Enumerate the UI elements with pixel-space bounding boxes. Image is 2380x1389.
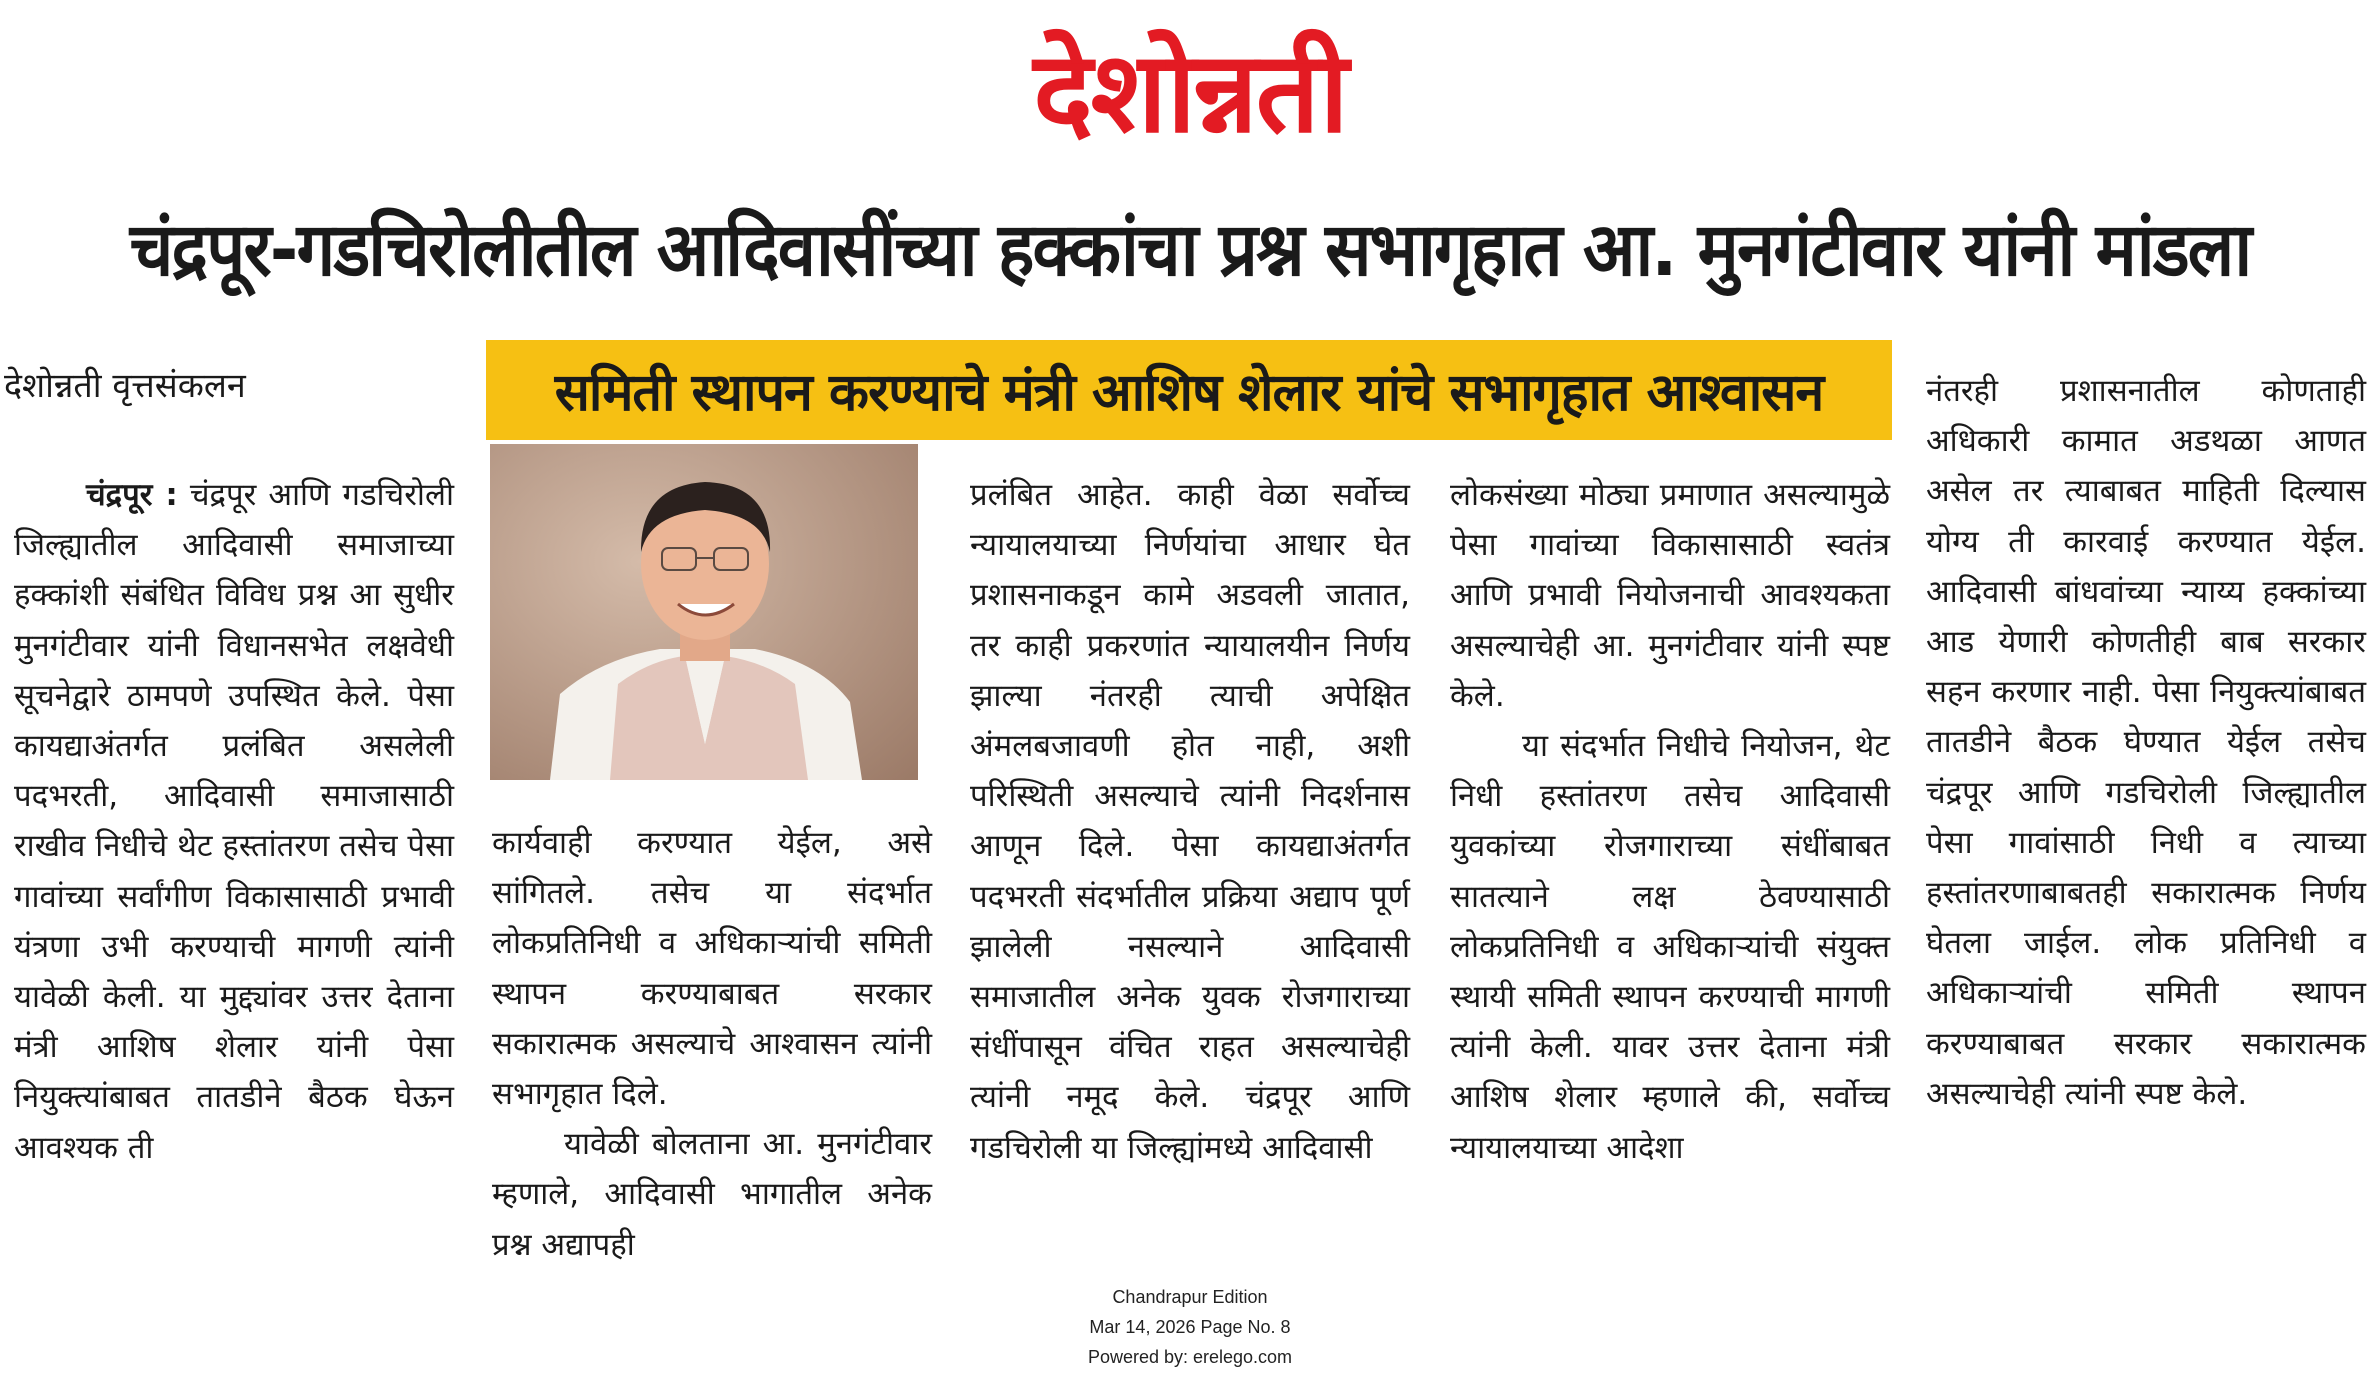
dateline: चंद्रपूर :: [86, 477, 178, 513]
politician-photo: [490, 444, 918, 780]
column-5-text: नंतरही प्रशासनातील कोणताही अधिकारी कामात अडथळा आणत असेल तर त्याबाबत माहिती दिल्यास योग्य ती कारवाई करण्यात येईल. आदिवासी बांधवांच्या न्याय्य हक्कांच्या आड येणारी कोणतीही बाब सरकार सहन करणार नाही. पेसा नियुक्त्यांबाबत तातडीने बैठक घेण्यात येईल तसेच चंद्रपूर आणि गडचिरोली जिल्ह्यातील पेसा गावांसाठी निधी व त्याच्या हस्तांतरणाबाबतही सकारात्मक निर्णय घेतला जाईल. लोक प्रतिनिधी व अधिकाऱ्यांची समिती स्थापन करण्याबाबत सरकार सकारात्मक असल्याचेही त्यांनी स्पष्ट केले.: [1926, 373, 2366, 1112]
column-2-paragraph-1: कार्यवाही करण्यात येईल, असे सांगितले. तसेच या संदर्भात लोकप्रतिनिधी व अधिकाऱ्यांची समिती स्थापन करण्याबाबत सरकार सकारात्मक असल्याचे आश्वासन त्यांनी सभागृहात दिले.: [492, 825, 932, 1113]
edition-footer: [0, 1282, 2380, 1372]
article-column-1: [14, 470, 454, 1173]
powered-by-link[interactable]: Powered by: erelego.com: [1087, 1347, 1293, 1367]
article-column-5: [1926, 366, 2366, 1119]
article-column-2: [492, 818, 932, 1270]
edition-date-page: Mar 14, 2026 Page No. 8: [1089, 1317, 1291, 1337]
article-headline: चंद्रपूर-गडचिरोलीतील आदिवासींच्या हक्कांचा प्रश्न सभागृहात आ. मुनगंटीवार यांनी मांडला: [129, 207, 2251, 293]
article-subheadline: समिती स्थापन करण्याचे मंत्री आशिष शेलार यांचे सभागृहात आश्वासन: [486, 340, 1892, 440]
article-column-3: [970, 470, 1410, 1173]
column-4-paragraph-1: लोकसंख्या मोठ्या प्रमाणात असल्यामुळे पेसा गावांच्या विकासासाठी स्वतंत्र आणि प्रभावी नियोजनाची आवश्यकता असल्याचेही आ. मुनगंटीवार यांनी स्पष्ट केले.: [1450, 477, 1890, 714]
article-column-4: [1450, 470, 1890, 1173]
news-credit: देशोन्नती वृत्तसंकलन: [4, 366, 246, 406]
column-1-text: चंद्रपूर आणि गडचिरोली जिल्ह्यातील आदिवासी समाजाच्या हक्कांशी संबंधित विविध प्रश्न आ सुधीर मुनगंटीवार यांनी विधानसभेत लक्षवेधी सूचनेद्वारे ठामपणे उपस्थित केले. पेसा कायद्याअंतर्गत प्रलंबित असलेली पदभरती, आदिवासी समाजासाठी राखीव निधीचे थेट हस्तांतरण तसेच पेसा गावांच्या सर्वांगीण विकासासाठी प्रभावी यंत्रणा उभी करण्याची मागणी त्यांनी यावेळी केली. या मुद्द्यांवर उत्तर देताना मंत्री आशिष शेलार यांनी पेसा नियुक्त्यांबाबत तातडीने बैठक घेऊन आवश्यक ती: [14, 477, 454, 1166]
edition-name: Chandrapur Edition: [1112, 1287, 1268, 1307]
column-2-paragraph-2: यावेळी बोलताना आ. मुनगंटीवार म्हणाले, आदिवासी भागातील अनेक प्रश्न अद्यापही: [492, 1126, 932, 1263]
newspaper-masthead: देशोन्नती: [1033, 28, 1347, 158]
column-4-paragraph-2: या संदर्भात निधीचे नियोजन, थेट निधी हस्तांतरण तसेच आदिवासी युवकांच्या रोजगाराच्या संधींबाबत सातत्याने लक्ष ठेवण्यासाठी लोकप्रतिनिधी व अधिकाऱ्यांची संयुक्त स्थायी समिती स्थापन करण्याची मागणी त्यांनी केली. यावर उत्तर देताना मंत्री आशिष शेलार म्हणाले की, सर्वोच्च न्यायालयाच्या आदेशा: [1450, 728, 1890, 1166]
column-3-text: प्रलंबित आहेत. काही वेळा सर्वोच्च न्यायालयाच्या निर्णयांचा आधार घेत प्रशासनाकडून कामे अडवली जातात, तर काही प्रकरणांत न्यायालयीन निर्णय झाल्या नंतरही त्याची अपेक्षित अंमलबजावणी होत नाही, अशी परिस्थिती असल्याचे त्यांनी निदर्शनास आणून दिले. पेसा कायद्याअंतर्गत पदभरती संदर्भातील प्रक्रिया अद्याप पूर्ण झालेली नसल्याने आदिवासी समाजातील अनेक युवक रोजगाराच्या संधींपासून वंचित राहत असल्याचेही त्यांनी नमूद केले. चंद्रपूर आणि गडचिरोली या जिल्ह्यांमध्ये आदिवासी: [970, 477, 1410, 1166]
